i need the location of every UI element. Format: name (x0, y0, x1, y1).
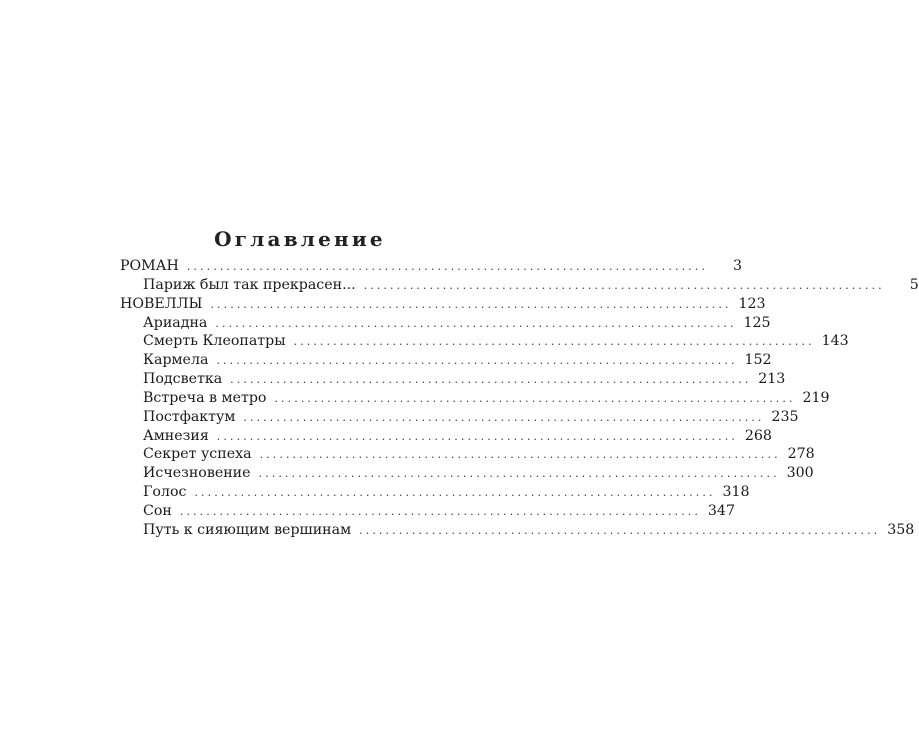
dot-leader: ............................................................................... (363, 278, 885, 292)
toc-page-number: 219 (802, 389, 830, 406)
toc-entry (120, 483, 750, 502)
toc-entry (120, 408, 799, 427)
dot-leader: ............................................................................... (179, 504, 701, 518)
toc-entry (120, 445, 815, 464)
dot-leader: ............................................................................... (194, 486, 716, 500)
dot-leader: ............................................................................... (259, 448, 781, 462)
dot-leader: ............................................................................... (186, 260, 708, 273)
toc-entry-title: Голос (143, 484, 187, 501)
toc-page-number: 3 (732, 258, 742, 274)
toc-entry (120, 314, 771, 333)
toc-entry (120, 464, 814, 483)
dot-leader: ............................................................................... (293, 335, 815, 349)
dot-leader: ............................................................................... (216, 354, 738, 368)
toc-page-number: 125 (743, 314, 771, 331)
toc-page-number: 5 (909, 276, 919, 293)
toc-page-number: 152 (744, 352, 772, 369)
toc-entry-title: Ариадна (143, 314, 208, 331)
toc-entry (120, 389, 830, 408)
toc-entry (120, 370, 786, 389)
dot-leader: ............................................................................... (359, 523, 881, 537)
dot-leader: ............................................................................... (215, 316, 737, 330)
toc-entry-title: Сон (143, 502, 172, 519)
toc-page-number: 300 (786, 465, 814, 482)
toc-entry-title: РОМАН (120, 258, 179, 274)
dot-leader: ............................................................................... (243, 410, 765, 424)
toc-page-number: 143 (821, 333, 849, 350)
toc-entry (120, 427, 772, 446)
toc-entry-title: Смерть Клеопатры (143, 333, 286, 350)
table-of-contents (120, 257, 919, 540)
toc-page-number: 123 (738, 295, 766, 312)
dot-leader: ............................................................................... (230, 373, 752, 387)
dot-leader: ............................................................................... (216, 429, 738, 443)
dot-leader: ............................................................................... (274, 391, 796, 405)
toc-entry-title: Кармела (143, 352, 209, 369)
toc-page-number: 318 (722, 484, 750, 501)
toc-page-number: 358 (887, 521, 915, 538)
toc-entry (120, 295, 766, 314)
toc-entry-title: Исчезновение (143, 465, 251, 482)
toc-entry (120, 351, 772, 370)
dot-leader: ............................................................................... (258, 467, 780, 481)
toc-page-number: 347 (707, 502, 735, 519)
toc-entry-title: Амнезия (143, 427, 209, 444)
toc-entry (120, 521, 915, 540)
toc-page-number: 268 (744, 427, 772, 444)
page-title: Оглавление (214, 227, 386, 252)
toc-entry-title: Париж был так прекрасен... (143, 276, 356, 293)
toc-entry (120, 257, 742, 276)
toc-entry (120, 332, 849, 351)
toc-entry (120, 276, 919, 295)
toc-entry-title: Встреча в метро (143, 389, 267, 406)
toc-entry (120, 502, 735, 521)
toc-entry-title: Подсветка (143, 371, 223, 388)
dot-leader: ............................................................................... (210, 297, 732, 311)
toc-entry-title: Секрет успеха (143, 446, 252, 463)
toc-entry-title: Постфактум (143, 408, 236, 425)
toc-entry-title: Путь к сияющим вершинам (143, 521, 352, 538)
toc-entry-title: НОВЕЛЛЫ (120, 295, 203, 312)
toc-page-number: 213 (758, 371, 786, 388)
toc-page-number: 235 (771, 408, 799, 425)
toc-page-number: 278 (787, 446, 815, 463)
